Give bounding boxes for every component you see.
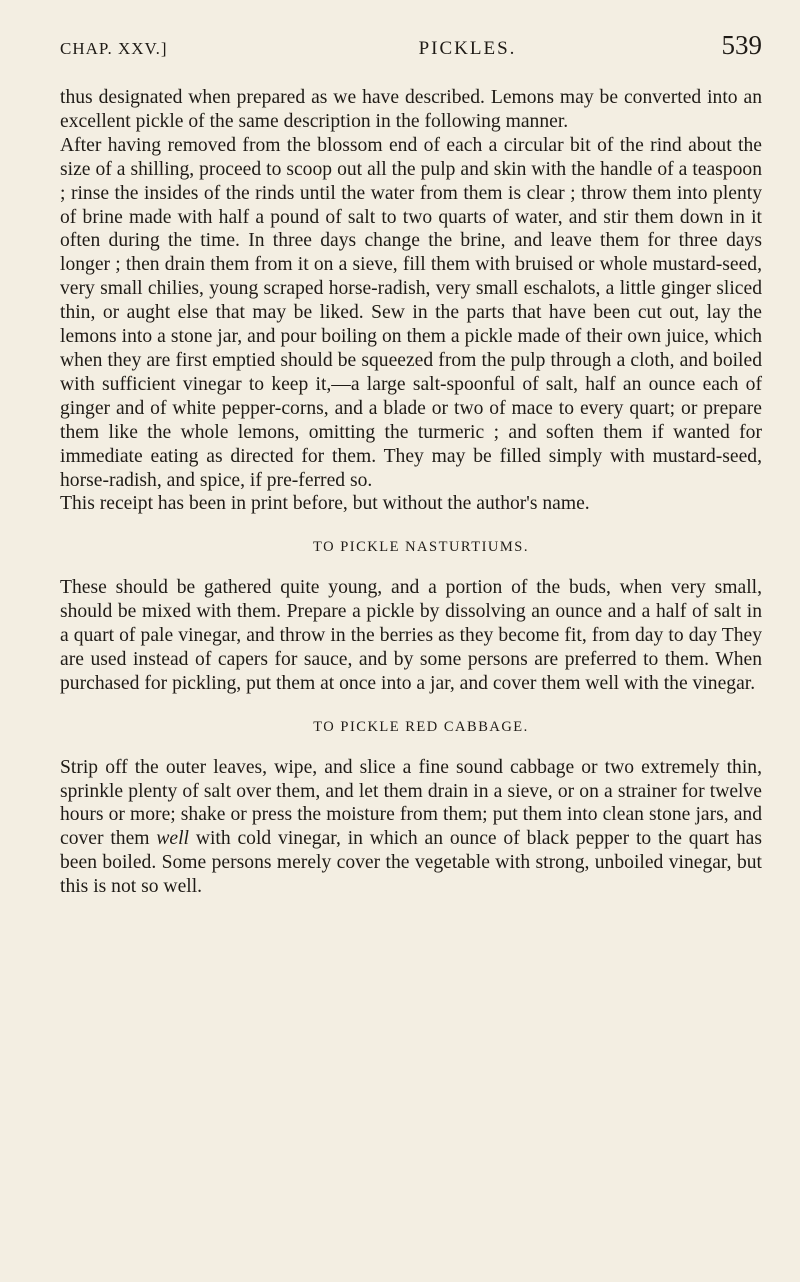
- paragraph-nasturtiums: These should be gathered quite young, and a portion of the buds, when very small, should be mixed with them. Prepare a pickle by dissolving an ounce and a half of salt in a quart of pale vinegar, and throw in the berries as they become fit, from day to day They are used instead of capers for sauce, and by some persons are preferred to them. When purchased for pickling, put them at once into a jar, and cover them well with the vinegar.: [60, 577, 762, 694]
- running-title: PICKLES.: [418, 38, 517, 59]
- paragraph-red-cabbage: [60, 756, 762, 899]
- section-heading-nasturtiums: TO PICKLE NASTURTIUMS.: [313, 539, 529, 556]
- chapter-reference: CHAP. XXV.]: [60, 39, 168, 58]
- paragraph-lemons-method: After having removed from the blossom end of each a circular bit of the rind about the size of a shilling, proceed to scoop out all the pulp and skin with the handle of a teaspoon ; rinse the insides of the rinds until the water from them is clear ; throw them into plenty of brine made with half a pound of salt to two quarts of water, and stir them down in it often during the time. In three days change the brine, and leave them for three days longer ; then drain them from it on a sieve, fill them with bruised or whole mustard-seed, very small chilies, young scraped horse-radish, very small eschalots, a little ginger sliced thin, or aught else that may be liked. Sew in the parts that have been cut out, lay the lemons into a stone jar, and pour boiling on them a pickle made of their own juice, which when they are first emptied should be squeezed from the pulp through a cloth, and boiled with sufficient vinegar to keep it,—a large salt-spoonful of salt, half an ounce each of ginger and of white pepper-corns, and a blade or two of mace to every quart; or prepare them like the whole lemons, omitting the turmeric ; and soften them if wanted for immediate eating as directed for them. They may be filled simply with mustard-seed, horse-radish, and spice, if pre-ferred so.: [60, 134, 762, 491]
- page-number: 539: [721, 30, 762, 60]
- paragraph-continuation: thus designated when prepared as we have described. Lemons may be converted into an excellent pickle of the same description in the following manner.: [60, 87, 762, 132]
- red-cabbage-emphasis: well: [156, 828, 189, 850]
- red-cabbage-text-part-1: Strip off the outer leaves, wipe, and slice a fine sound cabbage or two extremely thin, sprinkle plenty of salt over them, and let them drain in a sieve, or on a strainer for twelve hours or more; shake or press the moisture from them; put them into clean stone jars, and cover them: [60, 756, 762, 850]
- body-text: [60, 86, 762, 899]
- section-heading-red-cabbage: TO PICKLE RED CABBAGE.: [313, 718, 529, 735]
- running-head: [60, 30, 762, 74]
- red-cabbage-text-part-2: with cold vinegar, in which an ounce of black pepper to the quart has been boiled. Some persons merely cover the vegetable with strong, unboiled vinegar, but this is not so well.: [60, 828, 762, 898]
- paragraph-receipt-note: This receipt has been in print before, but without the author's name.: [60, 493, 590, 515]
